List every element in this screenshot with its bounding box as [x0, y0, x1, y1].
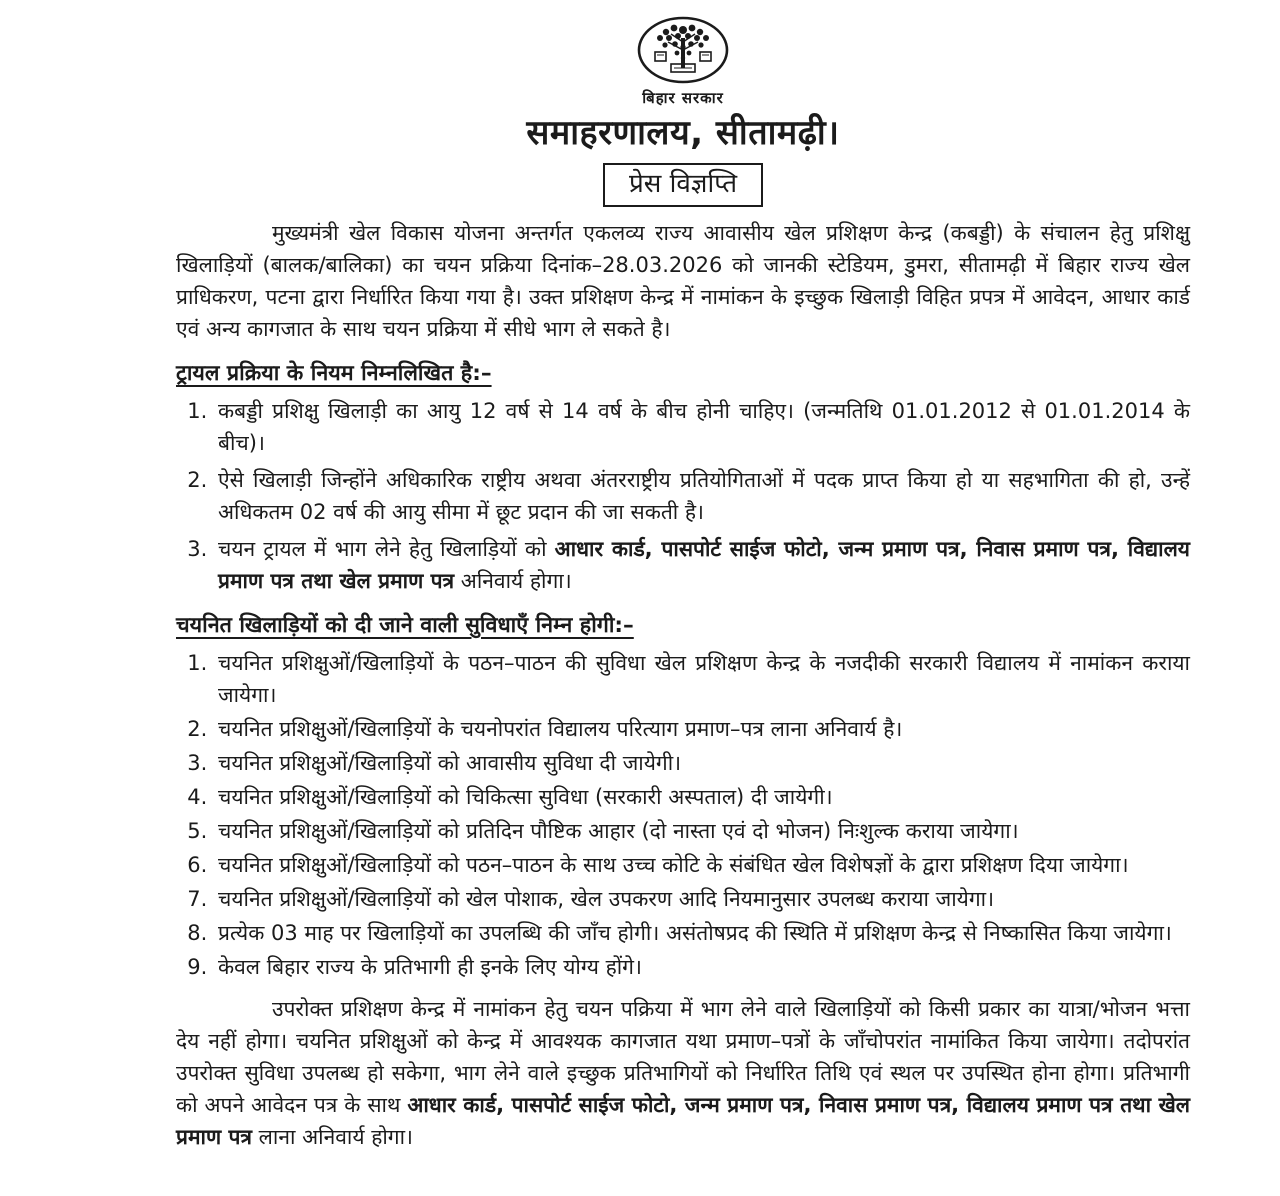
list-item — [214, 883, 1190, 915]
text-segment: कबड्डी प्रशिक्षु खिलाड़ी का आयु 12 वर्ष से 14 वर्ष के बीच होनी चाहिए। (जन्मतिथि 01.01.2012 से 01.01.2014 के बीच)। — [218, 399, 1190, 455]
intro-paragraph: मुख्यमंत्री खेल विकास योजना अन्तर्गत एकलव्य राज्य आवासीय खेल प्रशिक्षण केन्द्र (कबड्डी) के संचालन हेतु प्रशिक्षु खिलाड़ियों (बालक/बालिका) का चयन प्रक्रिया दिनांक–28.03.2026 को जानकी स्टेडियम, डुमरा, सीतामढ़ी में बिहार राज्य खेल प्राधिकरण, पटना द्वारा निर्धारित किया गया है। उक्त प्रशिक्षण केन्द्र में नामांकन के इच्छुक खिलाड़ी विहित प्रपत्र में आवेदन, आधार कार्ड एवं अन्य कागजात के साथ चयन प्रक्रिया में सीधे भाग ले सकते है। — [176, 221, 1190, 341]
text-segment: केवल बिहार राज्य के प्रतिभागी ही इनके लिए योग्य होंगे। — [218, 955, 642, 979]
text-segment: चयनित प्रशिक्षुओं/खिलाड़ियों को पठन–पाठन के साथ उच्च कोटि के संबंधित खेल विशेषज्ञों के द्वारा प्रशिक्षण दिया जायेगा। — [218, 853, 1129, 877]
bold-text-segment: आधार कार्ड, पासपोर्ट साईज फोटो, जन्म प्रमाण पत्र, निवास प्रमाण पत्र, विद्यालय प्रमाण पत्र तथा खेल प्रमाण पत्र — [176, 1093, 1190, 1149]
list-item — [214, 713, 1190, 745]
list-item — [214, 747, 1190, 779]
facilities-heading: चयनित खिलाड़ियों को दी जाने वाली सुविधाएँ निम्न होगी:– — [176, 613, 634, 638]
press-release-badge: प्रेस विज्ञप्ति — [603, 163, 763, 207]
document-header — [176, 14, 1190, 207]
list-item — [214, 951, 1190, 983]
text-segment: उपरोक्त प्रशिक्षण केन्द्र में नामांकन हेतु चयन पक्रिया में भाग लेने वाले खिलाड़ियों को किसी प्रकार का यात्रा/भोजन भत्ता देय नहीं होगा। चयनित प्रशिक्षुओं को केन्द्र में आवश्यक कागजात यथा प्रमाण–पत्रों के जाँचोपरांत नामांकित किया जायेगा। तदोपरांत उपरोक्त सुविधा उपलब्ध हो सकेगा, भाग लेने वाले इच्छुक प्रतिभागियों को निर्धारित तिथि एवं स्थल पर उपस्थित होना होगा। प्रतिभागी को अपने आवेदन पत्र के साथ — [176, 997, 1190, 1117]
text-segment: ऐसे खिलाड़ी जिन्होंने अधिकारिक राष्ट्रीय अथवा अंतरराष्ट्रीय प्रतियोगिताओं में पदक प्राप्त किया हो या सहभागिता की हो, उन्हें अधिकतम 02 वर्ष की आयु सीमा में छूट प्रदान की जा सकती है। — [218, 468, 1190, 524]
emblem-tree-icon — [635, 14, 731, 88]
text-segment: प्रत्येक 03 माह पर खिलाड़ियों का उपलब्धि की जाँच होगी। असंतोषप्रद की स्थिति में प्रशिक्षण केन्द्र से निष्कासित किया जायेगा। — [218, 921, 1172, 945]
text-segment: चयनित प्रशिक्षुओं/खिलाड़ियों को आवासीय सुविधा दी जायेगी। — [218, 751, 682, 775]
page-title: समाहरणालय, सीतामढ़ी। — [526, 113, 840, 153]
text-segment: अनिवार्य होगा। — [454, 569, 572, 593]
text-segment: चयनित प्रशिक्षुओं/खिलाड़ियों के चयनोपरांत विद्यालय परित्याग प्रमाण–पत्र लाना अनिवार्य है। — [218, 717, 903, 741]
list-item — [214, 815, 1190, 847]
text-segment: चयनित प्रशिक्षुओं/खिलाड़ियों को चिकित्सा सुविधा (सरकारी अस्पताल) दी जायेगी। — [218, 785, 833, 809]
list-item — [214, 464, 1190, 528]
list-item — [214, 849, 1190, 881]
text-segment: लाना अनिवार्य होगा। — [251, 1125, 414, 1149]
list-item — [214, 647, 1190, 711]
list-item — [214, 533, 1190, 597]
facilities-list — [176, 647, 1190, 983]
list-item — [214, 917, 1190, 949]
bihar-government-emblem — [635, 14, 731, 107]
text-segment: चयनित प्रशिक्षुओं/खिलाड़ियों को प्रतिदिन पौष्टिक आहार (दो नास्ता एवं दो भोजन) निःशुल्क कराया जायेगा। — [218, 819, 1019, 843]
text-segment: चयनित प्रशिक्षुओं/खिलाड़ियों के पठन–पाठन की सुविधा खेल प्रशिक्षण केन्द्र के नजदीकी सरकारी विद्यालय में नामांकन कराया जायेगा। — [218, 651, 1190, 707]
text-segment: चयनित प्रशिक्षुओं/खिलाड़ियों को खेल पोशाक, खेल उपकरण आदि नियमानुसार उपलब्ध कराया जायेगा। — [218, 887, 995, 911]
rules-list — [176, 395, 1190, 597]
text-segment: चयन ट्रायल में भाग लेने हेतु खिलाड़ियों को — [218, 537, 555, 561]
rules-heading: ट्रायल प्रक्रिया के नियम निम्नलिखित है:– — [176, 361, 492, 386]
list-item — [214, 781, 1190, 813]
bold-text-segment: आधार कार्ड, पासपोर्ट साईज फोटो, जन्म प्रमाण पत्र, निवास प्रमाण पत्र, विद्यालय प्रमाण पत्र तथा खेल प्रमाण पत्र — [218, 537, 1190, 593]
list-item — [214, 395, 1190, 459]
closing-paragraph — [176, 993, 1190, 1153]
emblem-caption: बिहार सरकार — [642, 89, 724, 107]
